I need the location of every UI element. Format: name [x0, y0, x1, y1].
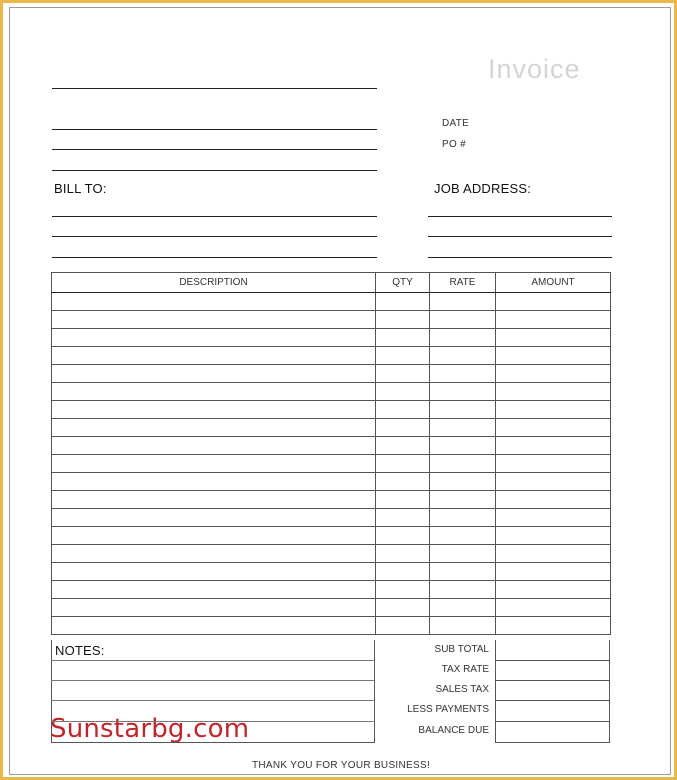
description-cell[interactable]	[52, 563, 376, 581]
amount-cell[interactable]	[496, 347, 611, 365]
rate-cell[interactable]	[430, 455, 496, 473]
qty-cell[interactable]	[376, 509, 430, 527]
sales-tax-field[interactable]	[495, 700, 610, 701]
description-cell[interactable]	[52, 401, 376, 419]
bill-to-line[interactable]	[52, 236, 377, 237]
rate-cell[interactable]	[430, 617, 496, 635]
balance-due-label: BALANCE DUE	[418, 725, 489, 736]
description-cell[interactable]	[52, 599, 376, 617]
rate-cell[interactable]	[430, 401, 496, 419]
amount-cell[interactable]	[496, 599, 611, 617]
amount-cell[interactable]	[496, 311, 611, 329]
notes-line[interactable]	[51, 660, 375, 661]
qty-cell[interactable]	[376, 473, 430, 491]
table-row	[52, 437, 611, 455]
tax-rate-field[interactable]	[495, 680, 610, 681]
rate-cell[interactable]	[430, 509, 496, 527]
company-line[interactable]	[52, 149, 377, 150]
qty-cell[interactable]	[376, 383, 430, 401]
qty-cell[interactable]	[376, 455, 430, 473]
table-row	[52, 401, 611, 419]
amount-cell[interactable]	[496, 437, 611, 455]
qty-cell[interactable]	[376, 419, 430, 437]
qty-cell[interactable]	[376, 401, 430, 419]
table-row	[52, 347, 611, 365]
bill-to-line[interactable]	[52, 216, 377, 217]
column-header-description: DESCRIPTION	[52, 273, 376, 293]
rate-cell[interactable]	[430, 563, 496, 581]
amount-cell[interactable]	[496, 293, 611, 311]
qty-cell[interactable]	[376, 437, 430, 455]
amount-cell[interactable]	[496, 383, 611, 401]
qty-cell[interactable]	[376, 617, 430, 635]
qty-cell[interactable]	[376, 293, 430, 311]
qty-cell[interactable]	[376, 491, 430, 509]
amount-cell[interactable]	[496, 491, 611, 509]
table-row	[52, 509, 611, 527]
rate-cell[interactable]	[430, 599, 496, 617]
description-cell[interactable]	[52, 311, 376, 329]
thank-you-footer: THANK YOU FOR YOUR BUSINESS!	[251, 760, 431, 771]
qty-cell[interactable]	[376, 365, 430, 383]
less-payments-field[interactable]	[495, 721, 610, 722]
notes-line[interactable]	[51, 721, 375, 722]
bill-to-line[interactable]	[52, 257, 377, 258]
line-items-body	[52, 293, 611, 635]
table-row	[52, 455, 611, 473]
rate-cell[interactable]	[430, 365, 496, 383]
description-cell[interactable]	[52, 491, 376, 509]
qty-cell[interactable]	[376, 545, 430, 563]
qty-cell[interactable]	[376, 329, 430, 347]
description-cell[interactable]	[52, 347, 376, 365]
qty-cell[interactable]	[376, 563, 430, 581]
amount-cell[interactable]	[496, 617, 611, 635]
table-row	[52, 311, 611, 329]
po-label: PO #	[442, 139, 466, 150]
company-line[interactable]	[52, 170, 377, 171]
table-row	[52, 491, 611, 509]
rate-cell[interactable]	[430, 527, 496, 545]
table-row	[52, 599, 611, 617]
table-row	[52, 365, 611, 383]
table-row	[52, 617, 611, 635]
description-cell[interactable]	[52, 617, 376, 635]
description-cell[interactable]	[52, 545, 376, 563]
description-cell[interactable]	[52, 581, 376, 599]
description-cell[interactable]	[52, 365, 376, 383]
description-cell[interactable]	[52, 509, 376, 527]
amount-cell[interactable]	[496, 401, 611, 419]
line-items-table	[51, 272, 611, 635]
rate-cell[interactable]	[430, 311, 496, 329]
rate-cell[interactable]	[430, 473, 496, 491]
table-header-row	[52, 273, 611, 293]
less-payments-label: LESS PAYMENTS	[407, 704, 489, 715]
table-row	[52, 383, 611, 401]
qty-cell[interactable]	[376, 581, 430, 599]
column-header-amount: AMOUNT	[496, 273, 611, 293]
rate-cell[interactable]	[430, 581, 496, 599]
amount-cell[interactable]	[496, 329, 611, 347]
table-row	[52, 545, 611, 563]
description-cell[interactable]	[52, 527, 376, 545]
rate-cell[interactable]	[430, 545, 496, 563]
date-label: DATE	[442, 118, 470, 129]
amount-cell[interactable]	[496, 473, 611, 491]
company-line[interactable]	[52, 129, 377, 130]
amount-cell[interactable]	[496, 365, 611, 383]
description-cell[interactable]	[52, 383, 376, 401]
amount-cell[interactable]	[496, 509, 611, 527]
rate-cell[interactable]	[430, 419, 496, 437]
description-cell[interactable]	[52, 437, 376, 455]
rate-cell[interactable]	[430, 383, 496, 401]
company-line[interactable]	[52, 88, 377, 89]
description-cell[interactable]	[52, 455, 376, 473]
job-address-line[interactable]	[428, 216, 612, 217]
rate-cell[interactable]	[430, 329, 496, 347]
sales-tax-label: SALES TAX	[435, 684, 489, 695]
notes-line[interactable]	[51, 680, 375, 681]
qty-cell[interactable]	[376, 599, 430, 617]
subtotal-label: SUB TOTAL	[434, 644, 489, 655]
subtotal-field[interactable]	[495, 660, 610, 661]
rate-cell[interactable]	[430, 293, 496, 311]
qty-cell[interactable]	[376, 311, 430, 329]
column-header-rate: RATE	[430, 273, 496, 293]
amount-cell[interactable]	[496, 419, 611, 437]
amount-cell[interactable]	[496, 581, 611, 599]
job-address-label: JOB ADDRESS:	[434, 181, 532, 196]
job-address-line[interactable]	[428, 236, 612, 237]
table-row	[52, 419, 611, 437]
table-row	[52, 293, 611, 311]
table-row	[52, 527, 611, 545]
table-row	[52, 473, 611, 491]
description-cell[interactable]	[52, 329, 376, 347]
table-row	[52, 563, 611, 581]
notes-line[interactable]	[51, 700, 375, 701]
amount-cell[interactable]	[496, 527, 611, 545]
amount-cell[interactable]	[496, 455, 611, 473]
totals-amount-box	[495, 640, 610, 743]
qty-cell[interactable]	[376, 527, 430, 545]
column-header-qty: QTY	[376, 273, 430, 293]
amount-cell[interactable]	[496, 545, 611, 563]
description-cell[interactable]	[52, 419, 376, 437]
rate-cell[interactable]	[430, 347, 496, 365]
description-cell[interactable]	[52, 293, 376, 311]
amount-cell[interactable]	[496, 563, 611, 581]
invoice-title: Invoice	[488, 54, 581, 84]
table-row	[52, 581, 611, 599]
job-address-line[interactable]	[428, 257, 612, 258]
watermark-text: Sunstarbg.com	[50, 714, 250, 744]
notes-label: NOTES:	[55, 643, 105, 658]
rate-cell[interactable]	[430, 437, 496, 455]
rate-cell[interactable]	[430, 491, 496, 509]
table-row	[52, 329, 611, 347]
qty-cell[interactable]	[376, 347, 430, 365]
bill-to-label: BILL TO:	[54, 181, 107, 196]
description-cell[interactable]	[52, 473, 376, 491]
tax-rate-label: TAX RATE	[441, 664, 489, 675]
